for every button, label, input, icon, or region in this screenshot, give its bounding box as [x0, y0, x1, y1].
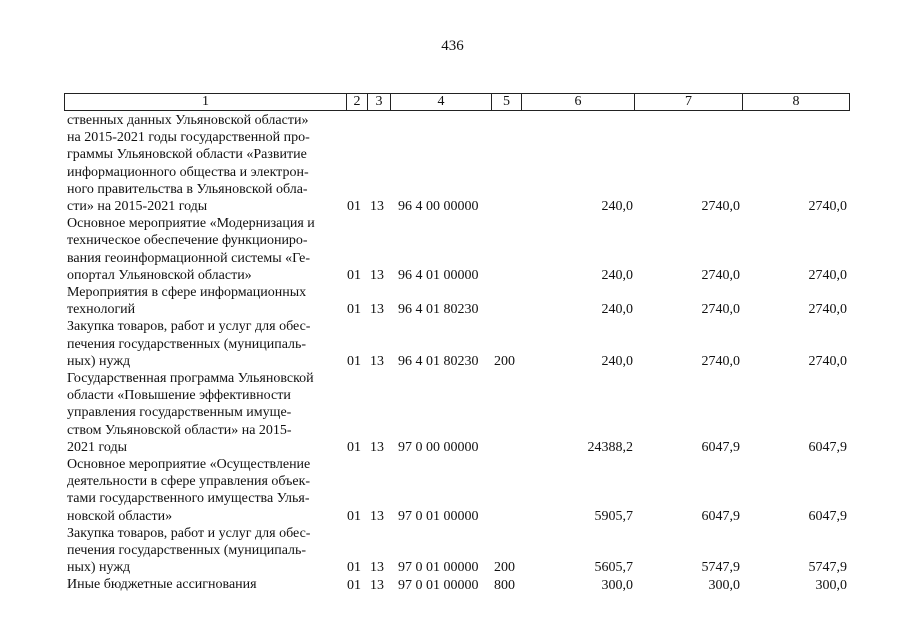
row-values: [0, 577, 905, 594]
subsection-code: 13: [370, 267, 384, 283]
amount-col-7: 2740,0: [701, 353, 740, 369]
section-code: 01: [347, 439, 361, 455]
table-row: [0, 456, 905, 525]
column-header-table: [64, 93, 850, 111]
description-line: информационного общества и электрон-: [67, 164, 309, 180]
table-row: [0, 525, 905, 577]
row-values: [0, 267, 905, 284]
subsection-code: 13: [370, 560, 384, 576]
description-line: Основное мероприятие «Модернизация и: [67, 216, 315, 232]
description-line: Иные бюджетные ассигнования: [67, 577, 257, 593]
row-values: [0, 353, 905, 370]
section-code: 01: [347, 560, 361, 576]
description-line: ственных данных Ульяновской области»: [67, 113, 309, 128]
description-line: граммы Ульяновской области «Развитие: [67, 147, 307, 163]
description-line: опортал Ульяновской области»: [67, 267, 252, 283]
table-row: [0, 370, 905, 456]
description-line: тами государственного имущества Улья-: [67, 491, 310, 507]
column-header-8: 8: [743, 94, 850, 111]
row-values: [0, 301, 905, 318]
section-code: 01: [347, 199, 361, 215]
amount-col-8: 300,0: [815, 577, 847, 593]
description-line: технологий: [67, 302, 136, 318]
section-code: 01: [347, 353, 361, 369]
table-row: [0, 215, 905, 284]
amount-col-6: 24388,2: [587, 439, 633, 455]
amount-col-8: 2740,0: [808, 267, 847, 283]
subsection-code: 13: [370, 199, 384, 215]
amount-col-7: 2740,0: [701, 302, 740, 318]
target-article-code: 96 4 01 80230: [398, 302, 479, 318]
description-line: техническое обеспечение функциониро-: [67, 233, 308, 249]
target-article-code: 97 0 01 00000: [398, 577, 479, 593]
table-row: [0, 112, 905, 215]
expense-type-code: 200: [494, 353, 515, 369]
column-header-4: 4: [391, 94, 492, 111]
subsection-code: 13: [370, 439, 384, 455]
column-header-1: 1: [65, 94, 347, 111]
row-values: [0, 508, 905, 525]
description-line: новской области»: [67, 508, 173, 524]
amount-col-6: 240,0: [601, 267, 633, 283]
section-code: 01: [347, 577, 361, 593]
description-line: управления государственным имуще-: [67, 405, 292, 421]
amount-col-7: 300,0: [708, 577, 740, 593]
description-line: ного правительства в Ульяновской обла-: [67, 181, 308, 197]
budget-table-body: [0, 112, 905, 594]
description-line: Государственная программа Ульяновской: [67, 371, 314, 387]
amount-col-8: 5747,9: [808, 560, 847, 576]
expense-type-code: 200: [494, 560, 515, 576]
target-article-code: 97 0 00 00000: [398, 439, 479, 455]
subsection-code: 13: [370, 353, 384, 369]
target-article-code: 96 4 00 00000: [398, 199, 479, 215]
amount-col-8: 6047,9: [808, 508, 847, 524]
target-article-code: 96 4 01 80230: [398, 353, 479, 369]
column-header-5: 5: [492, 94, 522, 111]
table-row: [0, 576, 905, 593]
subsection-code: 13: [370, 577, 384, 593]
description-line: печения государственных (муниципаль-: [67, 336, 307, 352]
description-line: ных) нужд: [67, 560, 131, 576]
amount-col-8: 2740,0: [808, 353, 847, 369]
amount-col-6: 5905,7: [594, 508, 633, 524]
amount-col-8: 6047,9: [808, 439, 847, 455]
description-line: 2021 годы: [67, 439, 128, 455]
column-header-6: 6: [522, 94, 635, 111]
row-values: [0, 439, 905, 456]
description-line: ством Ульяновской области» на 2015-: [67, 422, 292, 438]
amount-col-7: 5747,9: [701, 560, 740, 576]
table-row: [0, 284, 905, 318]
amount-col-7: 6047,9: [701, 508, 740, 524]
page-number: 436: [441, 38, 464, 54]
amount-col-8: 2740,0: [808, 199, 847, 215]
target-article-code: 96 4 01 00000: [398, 267, 479, 283]
column-header-3: 3: [368, 94, 391, 111]
amount-col-6: 240,0: [601, 199, 633, 215]
amount-col-6: 240,0: [601, 353, 633, 369]
amount-col-6: 5605,7: [594, 560, 633, 576]
column-header-2: 2: [347, 94, 368, 111]
description-line: ных) нужд: [67, 353, 131, 369]
target-article-code: 97 0 01 00000: [398, 508, 479, 524]
subsection-code: 13: [370, 302, 384, 318]
description-line: на 2015-2021 годы государственной про-: [67, 130, 310, 146]
subsection-code: 13: [370, 508, 384, 524]
section-code: 01: [347, 267, 361, 283]
description-line: сти» на 2015-2021 годы: [67, 199, 208, 215]
description-line: Закупка товаров, работ и услуг для обес-: [67, 319, 311, 335]
row-values: [0, 559, 905, 576]
amount-col-6: 240,0: [601, 302, 633, 318]
amount-col-7: 2740,0: [701, 199, 740, 215]
amount-col-7: 6047,9: [701, 439, 740, 455]
description-line: Мероприятия в сфере информационных: [67, 285, 307, 301]
section-code: 01: [347, 302, 361, 318]
expense-type-code: 800: [494, 577, 515, 593]
amount-col-6: 300,0: [601, 577, 633, 593]
row-values: [0, 198, 905, 215]
description-line: печения государственных (муниципаль-: [67, 543, 307, 559]
table-row: [0, 318, 905, 370]
section-code: 01: [347, 508, 361, 524]
column-header-7: 7: [635, 94, 743, 111]
description-line: Основное мероприятие «Осуществление: [67, 457, 311, 473]
description-line: деятельности в сфере управления объек-: [67, 474, 311, 490]
target-article-code: 97 0 01 00000: [398, 560, 479, 576]
amount-col-7: 2740,0: [701, 267, 740, 283]
amount-col-8: 2740,0: [808, 302, 847, 318]
description-line: области «Повышение эффективности: [67, 388, 291, 404]
description-line: вания геоинформационной системы «Ге-: [67, 250, 311, 266]
description-line: Закупка товаров, работ и услуг для обес-: [67, 525, 311, 541]
